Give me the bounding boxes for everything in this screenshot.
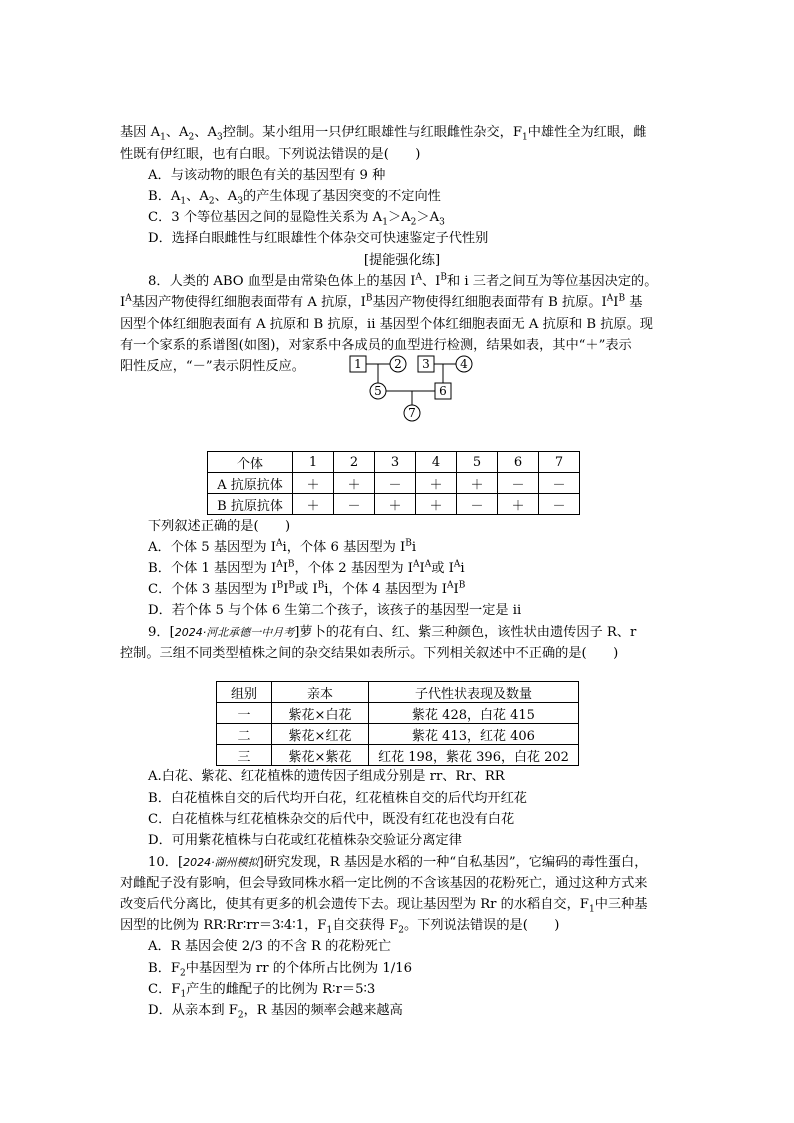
table-header-row — [208, 452, 580, 473]
q9-option-c: C．白花植株与红花植株杂交的后代中，既没有红花也没有白花 — [148, 812, 515, 827]
q7-option-d: D．选择白眼雌性与红眼雄性个体杂交可快速鉴定子代性别 — [148, 231, 489, 246]
table-cell: ＋ — [293, 494, 334, 515]
section-title: [提能强化练] — [363, 253, 441, 268]
table-cell: － — [539, 473, 580, 494]
table-cell: 紫花×紫花 — [272, 745, 369, 766]
table-cell: 7 — [539, 452, 580, 473]
pedigree-label-7: 7 — [408, 406, 416, 420]
table-cell: 6 — [498, 452, 539, 473]
table-row — [217, 745, 579, 766]
q8-question: 下列叙述正确的是( ) — [148, 519, 291, 534]
q8-stem-line5: 阳性反应，“－”表示阴性反应。 — [120, 359, 305, 374]
table-cell: 红花 198，紫花 396，白花 202 — [369, 745, 579, 766]
table-row — [217, 724, 579, 745]
table-row — [217, 703, 579, 724]
table-cell: 紫花 413，红花 406 — [369, 724, 579, 745]
q10-stem-line4: 因型的比例为 RR∶Rr∶rr＝3∶4∶1，$F_1$自交获得 $F_2$。下列说法错误的是( ) — [120, 918, 560, 936]
table-cell: 2 — [334, 452, 375, 473]
q8-stem-line4: 有一个家系的系谱图(如图)，对家系中各成员的血型进行检测，结果如表，其中“＋”表示 — [120, 338, 632, 353]
table-cell: 4 — [416, 452, 457, 473]
table-cell: 亲本 — [272, 682, 369, 703]
q7-stem-line1: 基因 $A_1$、$A_2$、$A_3$控制。某小组用一只伊红眼雄性与红眼雌性杂交，$F_1$中雄性全为红眼，雌 — [120, 125, 647, 143]
pedigree-label-2: 2 — [394, 357, 402, 371]
q7-option-a: A．与该动物的眼色有关的基因型有 9 种 — [148, 168, 386, 183]
table-cell: － — [457, 494, 498, 515]
table-cell: － — [539, 494, 580, 515]
table-cell: 紫花×红花 — [272, 724, 369, 745]
q10-stem-line1: 10．[2024·湖州模拟]研究发现，R 基因是水稻的一种“自私基因”，它编码的毒性蛋白， — [148, 855, 648, 870]
q7-option-c: C．3 个等位基因之间的显隐性关系为 $A_1>A_2>A_3$ — [148, 210, 445, 228]
table-cell: － — [498, 473, 539, 494]
q10-option-d: D．从亲本到 $F_2$，R 基因的频率会越来越高 — [148, 1003, 403, 1021]
table-cell: － — [375, 473, 416, 494]
q9-stem-line2: 控制。三组不同类型植株之间的杂交结果如表所示。下列相关叙述中不正确的是( ) — [120, 646, 619, 661]
q9-option-b: B．白花植株自交的后代均开白花，红花植株自交的后代均开红花 — [148, 791, 527, 806]
table-cell: 三 — [217, 745, 272, 766]
q8-option-d: D．若个体 5 与个体 6 生第二个孩子，该孩子的基因型一定是 ii — [148, 603, 522, 618]
table-cell: 紫花×白花 — [272, 703, 369, 724]
q7-option-b: B．$A_1$、$A_2$、$A_3$的产生体现了基因突变的不定向性 — [148, 189, 441, 207]
pedigree-label-4: 4 — [460, 357, 468, 371]
table-cell: ＋ — [334, 473, 375, 494]
pedigree-chart — [340, 350, 490, 430]
pedigree-label-3: 3 — [422, 357, 430, 371]
q8-stem-line2: $I^A$基因产物使得红细胞表面带有 A 抗原，$I^B$基因产物使得红细胞表面带有 B 抗原。$I^AI^B$ 基 — [120, 293, 643, 310]
table-cell: ＋ — [375, 494, 416, 515]
table-cell: A 抗原抗体 — [208, 473, 293, 494]
table-cell: B 抗原抗体 — [208, 494, 293, 515]
q10-option-a: A．R 基因会使 2/3 的不含 R 的花粉死亡 — [148, 939, 392, 954]
table-cell: 5 — [457, 452, 498, 473]
pedigree-label-6: 6 — [439, 384, 447, 398]
table-cell: － — [334, 494, 375, 515]
q9-option-d: D．可用紫花植株与白花或红花植株杂交验证分离定律 — [148, 833, 462, 848]
q8-option-b: B．个体 1 基因型为 $I^AI^B$，个体 2 基因型为 $I^AI^A$或 $I^Ai$ — [148, 559, 465, 576]
table-cell: 3 — [375, 452, 416, 473]
table-cell: 子代性状表现及数量 — [369, 682, 579, 703]
table-cell: 二 — [217, 724, 272, 745]
q9-option-a: A.白花、紫花、红花植株的遗传因子组成分别是 rr、Rr、RR — [148, 769, 505, 784]
pedigree-label-5: 5 — [374, 384, 382, 398]
q7-stem-line2: 性既有伊红眼，也有白眼。下列说法错误的是( ) — [120, 147, 421, 162]
table-cell: 1 — [293, 452, 334, 473]
table-cell: 一 — [217, 703, 272, 724]
q8-stem-line1: 8．人类的 ABO 血型是由常染色体上的基因 $I^A$、$I^B$和 i 三者之间互为等位基因决定的。 — [148, 272, 658, 289]
q8-option-a: A．个体 5 基因型为 $I^Ai$，个体 6 基因型为 $I^Bi$ — [148, 538, 417, 555]
q9-source: 2024·河北承德一中月考 — [174, 626, 295, 639]
q10-option-b: B．$F_2$中基因型为 rr 的个体所占比例为 1/16 — [148, 961, 412, 979]
cross-results-table — [216, 681, 579, 766]
q10-option-c: C．$F_1$产生的雌配子的比例为 R∶r＝5∶3 — [148, 982, 376, 1000]
table-cell: ＋ — [457, 473, 498, 494]
q10-stem-line2: 对雌配子没有影响，但会导致同株水稻一定比例的不含该基因的花粉死亡，通过这种方式来 — [120, 876, 648, 891]
table-header-row — [217, 682, 579, 703]
table-cell: ＋ — [498, 494, 539, 515]
table-cell: ＋ — [416, 494, 457, 515]
table-cell: ＋ — [293, 473, 334, 494]
table-cell: 组别 — [217, 682, 272, 703]
table-row — [208, 494, 580, 515]
q9-stem-line1: 9．[2024·河北承德一中月考]萝卜的花有白、红、紫三种颜色，该性状由遗传因子 R、r — [148, 625, 637, 640]
q8-stem-line3: 因型个体红细胞表面有 A 抗原和 B 抗原，ii 基因型个体红细胞表面无 A 抗原和 B 抗原。现 — [120, 317, 653, 332]
q10-source: 2024·湖州模拟 — [183, 856, 259, 869]
table-cell: ＋ — [416, 473, 457, 494]
table-row — [208, 473, 580, 494]
blood-antigen-table — [207, 451, 580, 515]
q8-option-c: C．个体 3 基因型为 $I^BI^B$或 $I^Bi$，个体 4 基因型为 $I^AI^B$ — [148, 580, 466, 597]
pedigree-label-1: 1 — [354, 357, 362, 371]
q10-stem-line3: 改变后代分离比，使其有更多的机会遗传下去。现让基因型为 Rr 的水稻自交，$F_1$中三种基 — [120, 897, 648, 915]
table-cell: 个体 — [208, 452, 293, 473]
table-cell: 紫花 428，白花 415 — [369, 703, 579, 724]
